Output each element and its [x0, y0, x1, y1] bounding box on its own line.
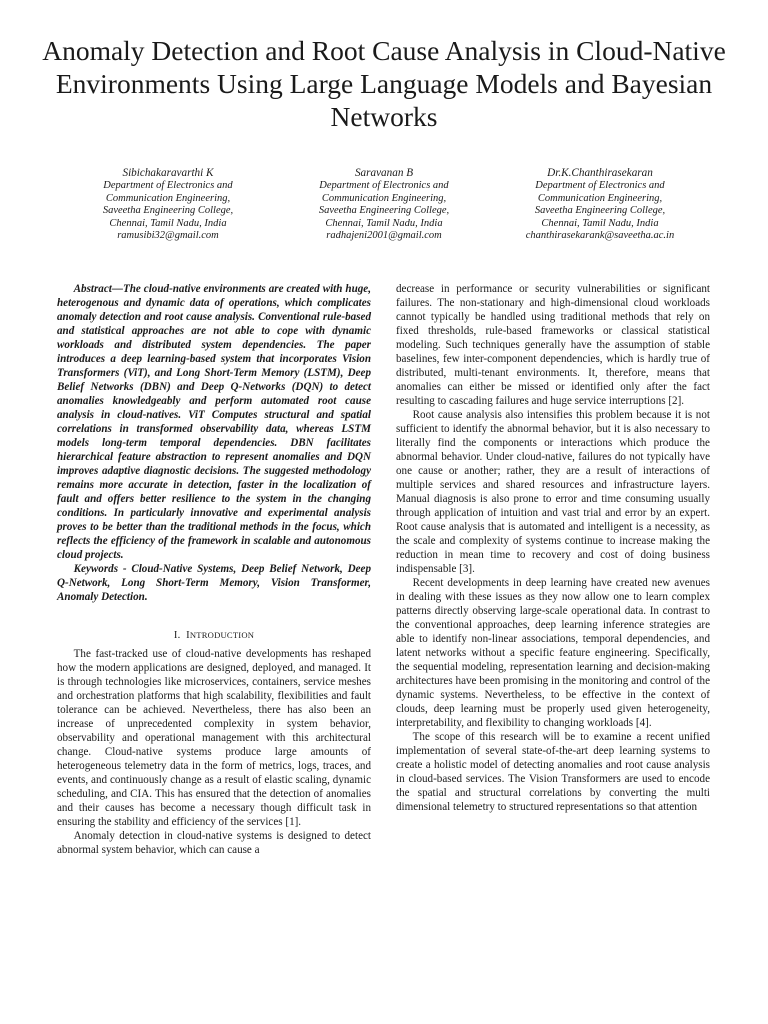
body-paragraph: Anomaly detection in cloud-native systems is designed to detect abnormal system behavior, which can cause a — [57, 830, 371, 856]
body-paragraph: Recent developments in deep learning have created new avenues in dealing with these issues as they now allow one to learn complex patterns directly observing large-scale operational data. In contrast to the conventional approaches, deep learning inference strategies are able to identify non-linear associations, temporal dependencies, and latent networks without a specific feature engineering. Specifically, the sequential modeling, representation learning and decision-making architectures have been promising in the monitoring and control of the dynamic systems. Nevertheless, to be effective in the context of clouds, deep learning must be properly used given heterogeneity, interpretability, and flexibility to changing workloads [4]. — [396, 577, 710, 729]
author-department: Department of Electronics and — [319, 180, 449, 191]
section-title-rest: NTRODUCTION — [189, 630, 255, 640]
author-college: Saveetha Engineering College, — [534, 205, 666, 217]
author-3 — [492, 166, 708, 243]
author-1 — [60, 166, 276, 243]
body-paragraph: The scope of this research will be to examine a recent unified implementation of several state-of-the-art deep learning systems to create a holistic model of detecting anomalies and root cause analysis in cloud-based services. The Vision Transformers are used to encode the spatial and structural correlations by converting the multi dimensional telemetry to structured representations so that attention — [396, 731, 710, 813]
right-column — [396, 282, 710, 814]
body-paragraph: The fast-tracked use of cloud-native developments has reshaped how the modern applications are designed, deployed, and managed. It is through technologies like microservices, containers, service meshes and orchestration platforms that high scalability, flexibilities and fault tolerance can be achieved. Nevertheless, there has also been an increase of unprecedented complexity in system behavior, observability and operational management with this architectural change. Cloud-native systems produce large amounts of heterogeneous telemetry data in the form of metrics, logs, traces, and events, and continuously change as a result of elastic scaling, dynamic scheduling, and CIA. This has ensured that the detection of anomalies and their causes has become a necessary though difficult task in ensuring the stability and efficiency of the services [1]. — [57, 648, 371, 828]
left-column — [57, 282, 371, 857]
author-name: Saravanan B — [354, 167, 414, 179]
author-department-line2: Communication Engineering, — [537, 192, 663, 204]
author-location: Chennai, Tamil Nadu, India — [325, 217, 443, 229]
author-2 — [276, 166, 492, 243]
author-department: Department of Electronics and — [535, 180, 665, 191]
author-email: chanthirasekarank@saveetha.ac.in — [525, 230, 675, 242]
section-title-initial: I — [186, 630, 190, 641]
keywords: Keywords - Cloud-Native Systems, Deep Belief Network, Deep Q-Network, Long Short-Term Memory, Vision Transformer, Anomaly Detection. — [57, 563, 371, 603]
author-location: Chennai, Tamil Nadu, India — [541, 217, 659, 229]
author-department-line2: Communication Engineering, — [321, 192, 447, 204]
author-name: Dr.K.Chanthirasekaran — [547, 167, 653, 179]
body-paragraph: Root cause analysis also intensifies this problem because it is not sufficient to identify the abnormal behavior, but it is also necessary to literally find the components or interactions which produce the abnormal behavior. Under cloud-native, failures do not typically have one cause or another; rather, they are a result of interactions of multiple services and shared resources and infrastructure layers. Manual diagnosis is also prone to error and time consuming usually through application of intuition and vast trial and error by an expert. Root cause analysis that is automated and intelligent is a necessity, as the scale and complexity of systems continue to increase making the reduction in mean time to recovery and cost of doing business indispensable [3]. — [396, 409, 710, 575]
author-location: Chennai, Tamil Nadu, India — [109, 217, 227, 229]
author-email: radhajeni2001@gmail.com — [326, 230, 442, 242]
author-name: Sibichakaravarthi K — [122, 167, 214, 179]
section-number: I. — [173, 630, 181, 641]
author-block — [60, 166, 708, 243]
section-heading-introduction — [57, 628, 371, 643]
author-email: ramusibi32@gmail.com — [117, 230, 219, 242]
author-department: Department of Electronics and — [103, 180, 233, 191]
paper-title: Anomaly Detection and Root Cause Analysis in Cloud-Native Environments Using Large Language Models and Bayesian Networks — [42, 35, 726, 132]
author-college: Saveetha Engineering College, — [102, 205, 234, 217]
author-college: Saveetha Engineering College, — [318, 205, 450, 217]
body-paragraph: decrease in performance or security vulnerabilities or significant failures. The non-stationary and high-dimensional cloud workloads cannot typically be handled using traditional methods that rely on fixed thresholds, rule-based frameworks or classical statistical modeling. Such techniques generally have the assumption of stable baselines, few inter-component dependencies, which is hardly true of distributed, multi-tenant environments. It, therefore, means that anomalies can either be missed or identified only after the fact resulting to cascading failures and huge service interruptions [2]. — [396, 283, 710, 407]
author-department-line2: Communication Engineering, — [105, 192, 231, 204]
abstract: Abstract—The cloud-native environments are created with huge, heterogenous and dynamic data of operations, which complicates anomaly detection and root cause analysis. Conventional rule-based and statistical approaches are not able to cope with dynamic workloads and distributed system dependencies. The paper introduces a deep learning-based system that incorporates Vision Transformers (ViT), and Long Short-Term Memory (LSTM), Deep Belief Networks (DBN) and Deep Q-Networks (DQN) to detect anomalies knowledgeably and perform automated root cause analysis in cloud-natives. ViT Computes structural and spatial correlations in transformed observability data, whereas LSTM models long-term temporal dependencies. DBN facilitates hierarchical feature abstraction to represent anomalies and DQN improves adaptive diagnostic decisions. The suggested methodology remains more accurate in detection, faster in the localization of fault and offers better resilience to the system in the changing conditions. In particularly innovative and experimental analysis proves to be better than the traditional methods in the focus, which reflects the efficiency of the framework in scalable and autonomous cloud projects. — [57, 283, 371, 561]
